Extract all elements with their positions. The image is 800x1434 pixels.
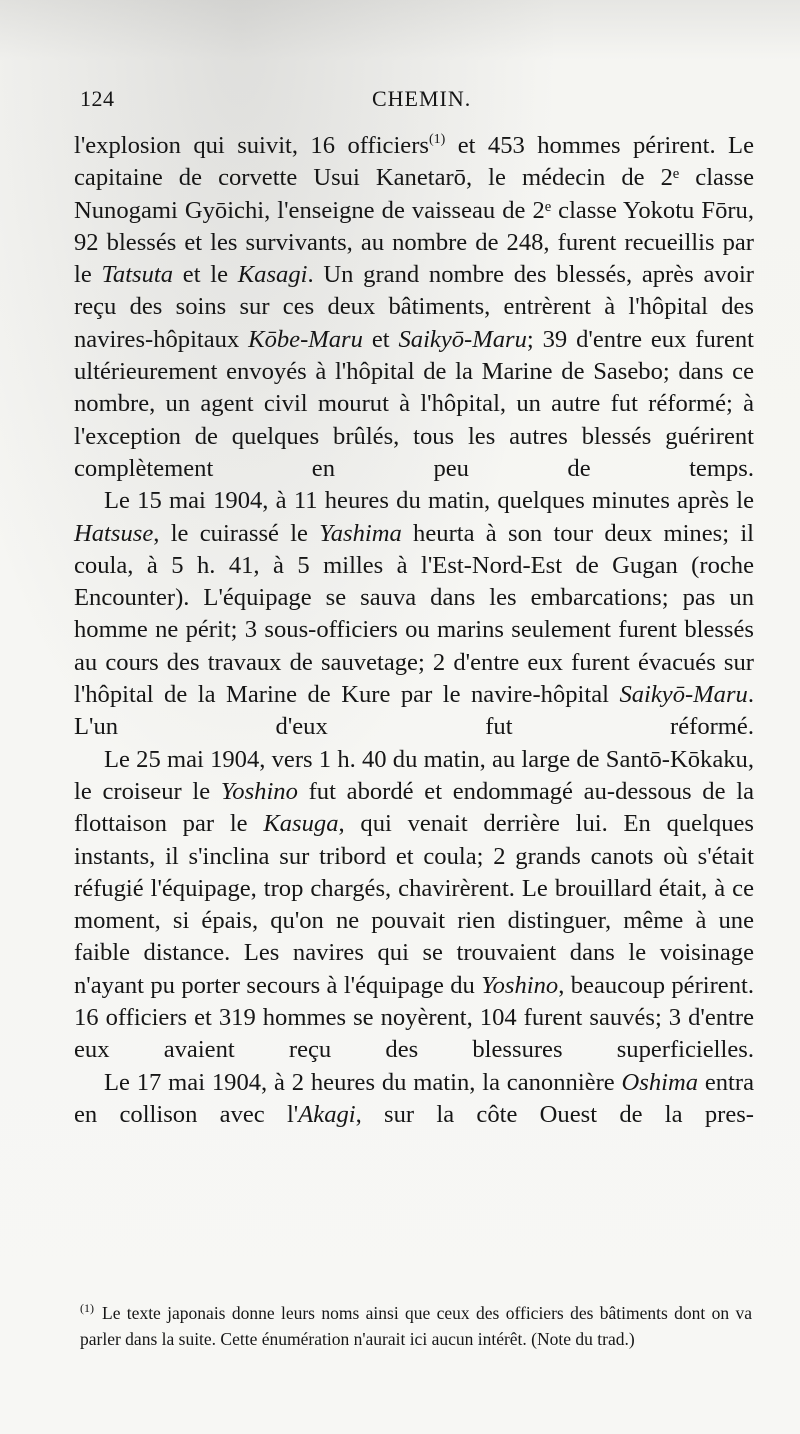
ship-name: Saikyō-Maru	[398, 325, 527, 353]
ship-name: Yoshino	[481, 971, 559, 999]
ship-name: Kasagi	[237, 261, 308, 289]
paragraph-2: Le 15 mai 1904, à 11 heures du matin, quelques minutes après le Hatsuse, le cuirassé le Yashima heurta à son tour deux mines; il coula, à 5 h. 41, à 5 milles à l'Est-Nord-Est de Gugan (roche Encounter). L'équipage se sauva dans les embarcations; pas un homme ne périt; 3 sous-officiers ou marins seulement furent blessés au cours des travaux de sauvetage; 2 d'entre eux furent évacués sur l'hôpital de la Marine de Kure par le navire-hôpital Saikyō-Maru. L'un d'eux fut réformé.	[74, 487, 754, 741]
footnote-text: Le texte japonais donne leurs noms ainsi que ceux des officiers des bâtiments dont on va parler dans la suite. Cette énumération n'aurait ici aucun intérêt. (Note du trad.)	[80, 1303, 752, 1349]
footnote-mark: (1)	[80, 1301, 94, 1315]
page-header	[74, 86, 754, 126]
ship-name: Hatsuse	[74, 519, 154, 547]
main-text	[74, 130, 754, 1131]
paragraph-1: l'explosion qui suivit, 16 officiers$^{(1)}$ et 453 hommes périrent. Le capitaine de corvette Usui Kanetarō, le médecin de 2ᵉ classe Nunogami Gyōichi, l'enseigne de vaisseau de 2ᵉ classe Yokotu Fōru, 92 blessés et les survivants, au nombre de 248, furent recueillis par le Tatsuta et le Kasagi. Un grand nombre des blessés, après avoir reçu des soins sur ces deux bâtiments, entrèrent à l'hôpital des navires-hôpitaux Kōbe-Maru et Saikyō-Maru; 39 d'entre eux furent ultérieurement envoyés à l'hôpital de la Marine de Sasebo; dans ce nombre, un agent civil mourut à l'hôpital, un autre fut réformé; à l'exception de quelques brûlés, tous les autres blessés guérirent complètement en peu de temps.	[74, 132, 754, 482]
ship-name: Saikyō-Maru	[619, 681, 748, 709]
ship-name: Yoshino	[220, 777, 298, 805]
page-number: 124	[80, 86, 115, 111]
ship-name: Yashima	[319, 519, 402, 547]
running-title: CHEMIN.	[372, 86, 472, 111]
ship-name: Akagi	[298, 1100, 356, 1128]
footnote	[80, 1295, 752, 1352]
ship-name: Kōbe-Maru	[248, 325, 363, 353]
ship-name: Kasuga	[263, 810, 339, 838]
footnote-ref[interactable]: (1)	[428, 132, 446, 147]
paragraph-4: Le 17 mai 1904, à 2 heures du matin, la canonnière Oshima entra en collison avec l'Akagi, sur la côte Ouest de la pres-	[74, 1068, 755, 1128]
paragraph-3: Le 25 mai 1904, vers 1 h. 40 du matin, au large de Santō-Kōkaku, le croiseur le Yoshino fut abordé et endommagé au-dessous de la flottaison par le Kasuga, qui venait derrière lui. En quelques instants, il s'inclina sur tribord et coula; 2 grands canots où s'était réfugié l'équipage, trop chargés, chavirèrent. Le brouillard était, à ce moment, si épais, qu'on ne pouvait rien distinguer, même à une faible distance. Les navires qui se trouvaient dans le voisinage n'ayant pu porter secours à l'équipage du Yoshino, beaucoup périrent. 16 officiers et 319 hommes se noyèrent, 104 furent sauvés; 3 d'entre eux avaient reçu des blessures superficielles.	[74, 745, 755, 1064]
ship-name: Oshima	[621, 1068, 699, 1096]
ship-name: Tatsuta	[101, 261, 174, 289]
